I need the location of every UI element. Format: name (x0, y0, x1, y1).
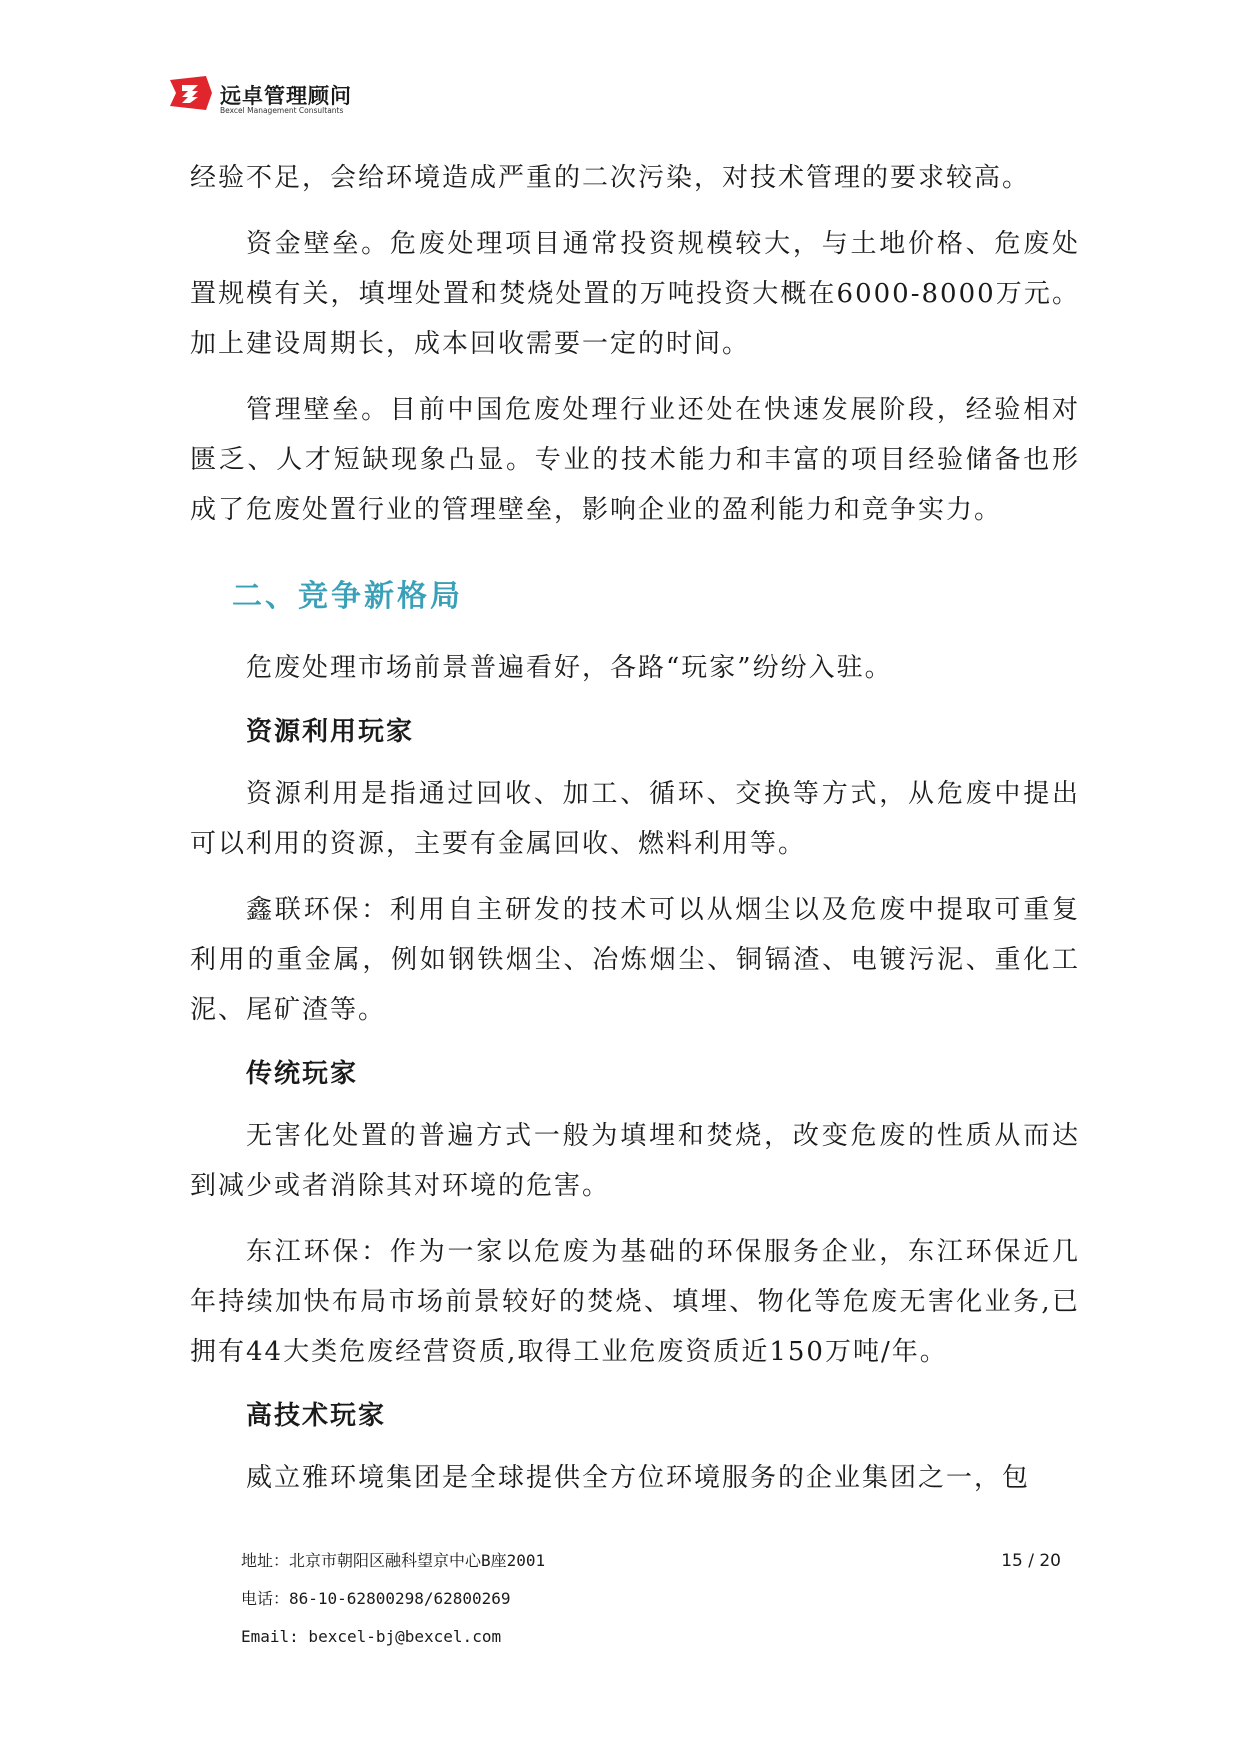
section-title: 二、竞争新格局 (232, 579, 463, 614)
footer-email: Email: bexcel-bj@bexcel.com (241, 1627, 502, 1646)
paragraph: 管理壁垒。目前中国危废处理行业还处在快速发展阶段，经验相对匮乏、人才短缺现象凸显。专业的技术能力和丰富的项目经验储备也形成了危废处置行业的管理壁垒，影响企业的盈利能力和竞争实力。 (190, 395, 1080, 525)
paragraph: 鑫联环保：利用自主研发的技术可以从烟尘以及危废中提取可重复利用的重金属，例如钢铁烟尘、冶炼烟尘、铜镉渣、电镀污泥、重化工泥、尾矿渣等。 (190, 895, 1080, 1025)
page-footer (241, 1542, 1061, 1656)
subsection-title: 资源利用玩家 (246, 717, 415, 747)
bexcel-logo-icon (168, 76, 214, 110)
logo-english-name: Bexcel Management Consultants (220, 106, 344, 115)
footer-address: 地址：北京市朝阳区融科望京中心B座2001 (241, 1551, 546, 1570)
document-body (190, 153, 1080, 1519)
paragraph: 危废处理市场前景普遍看好，各路“玩家”纷纷入驻。 (246, 653, 893, 683)
logo-chinese-name: 远卓管理顾问 (220, 83, 352, 108)
paragraph: 资金壁垒。危废处理项目通常投资规模较大，与土地价格、危废处置规模有关，填埋处置和焚烧处置的万吨投资大概在6000-8000万元。加上建设周期长，成本回收需要一定的时间。 (190, 229, 1080, 359)
paragraph: 威立雅环境集团是全球提供全方位环境服务的企业集团之一，包 (246, 1463, 1031, 1493)
subsection-title: 传统玩家 (246, 1059, 359, 1089)
footer-phone: 电话：86-10-62800298/62800269 (241, 1589, 511, 1608)
paragraph: 经验不足，会给环境造成严重的二次污染，对技术管理的要求较高。 (190, 163, 1031, 193)
subsection-title: 高技术玩家 (246, 1401, 387, 1431)
paragraph: 东江环保：作为一家以危废为基础的环保服务企业，东江环保近几年持续加快布局市场前景较好的焚烧、填埋、物化等危废无害化业务,已拥有44大类危废经营资质,取得工业危废资质近150万吨/年。 (190, 1237, 1080, 1367)
page-number: 15 / 20 (1001, 1551, 1061, 1571)
paragraph: 资源利用是指通过回收、加工、循环、交换等方式，从危废中提出可以利用的资源，主要有金属回收、燃料利用等。 (190, 779, 1080, 859)
page-header (168, 76, 428, 120)
paragraph: 无害化处置的普遍方式一般为填埋和焚烧，改变危废的性质从而达到减少或者消除其对环境的危害。 (190, 1121, 1080, 1201)
